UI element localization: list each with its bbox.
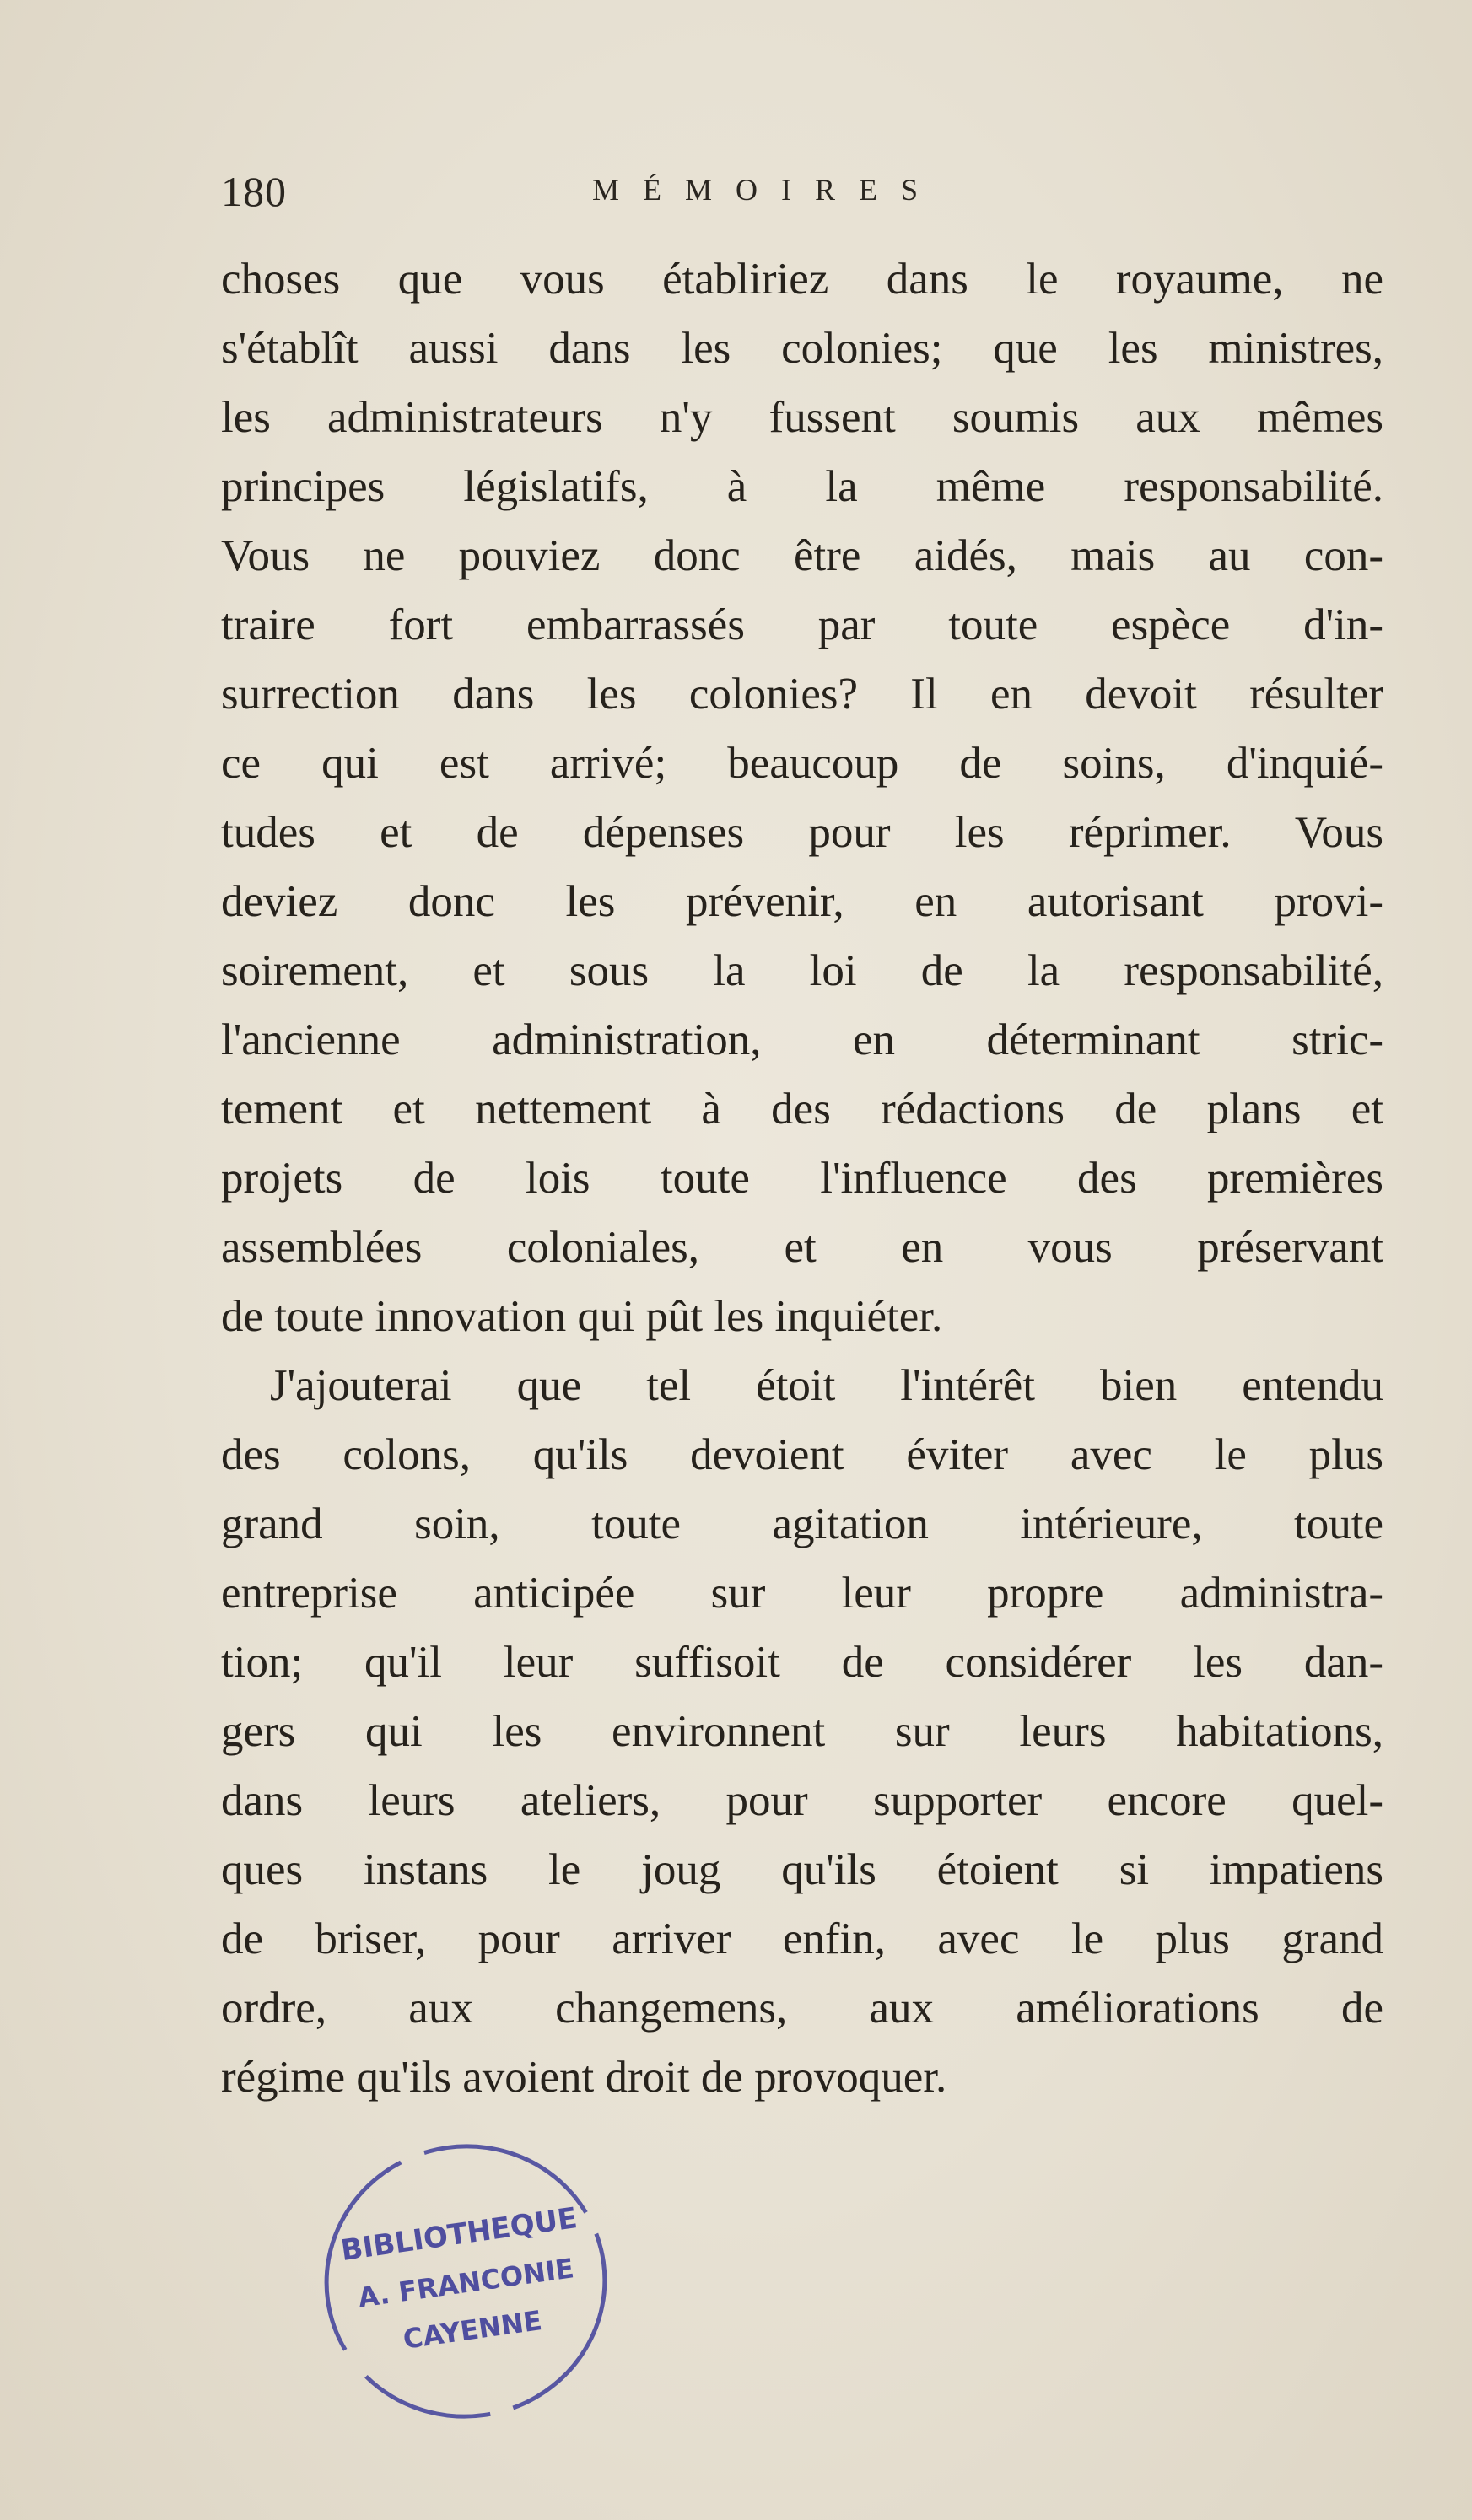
text-line: grand soin, toute agitation intérieure, toute (221, 1500, 1383, 1548)
text-line: assemblées coloniales, et en vous préservant (221, 1223, 1383, 1272)
page-number: 180 (221, 168, 287, 215)
text-line: deviez donc les prévenir, en autorisant provi- (221, 877, 1383, 926)
text-line: J'ajouterai que tel étoit l'intérêt bien entendu (270, 1361, 1383, 1410)
text-line: de toute innovation qui pût les inquiéter. (221, 1292, 943, 1341)
library-stamp (314, 2125, 617, 2437)
text-line: ques instans le joug qu'ils étoient si impatiens (221, 1845, 1383, 1894)
text-line: tudes et de dépenses pour les réprimer. Vous (221, 808, 1383, 857)
running-title: MÉMOIRES (592, 173, 942, 207)
text-line: régime qu'ils avoient droit de provoquer. (221, 2053, 947, 2102)
text-line: entreprise anticipée sur leur propre administra- (221, 1569, 1383, 1618)
text-line: Vous ne pouviez donc être aidés, mais au con- (221, 531, 1383, 580)
text-line: surrection dans les colonies? Il en devoit résulter (221, 670, 1383, 719)
running-head (221, 167, 1385, 226)
text-line: gers qui les environnent sur leurs habitations, (221, 1707, 1383, 1756)
stamp-line-3: CAYENNE (401, 2304, 544, 2356)
text-line: de briser, pour arriver enfin, avec le plus grand (221, 1914, 1383, 1963)
stamp-line-2: A. FRANCONIE (355, 2252, 576, 2314)
paragraph-2 (221, 1351, 1383, 2112)
text-line: principes législatifs, à la même responsabilité. (221, 462, 1383, 511)
text-line: tion; qu'il leur suffisoit de considérer les dan- (221, 1638, 1383, 1687)
text-line: l'ancienne administration, en déterminant stric- (221, 1015, 1383, 1064)
body-text (221, 245, 1383, 2112)
text-line: tement et nettement à des rédactions de plans et (221, 1085, 1383, 1133)
text-line: s'établît aussi dans les colonies; que les ministres, (221, 324, 1383, 373)
text-line: projets de lois toute l'influence des premières (221, 1154, 1383, 1203)
text-line: choses que vous établiriez dans le royaume, ne (221, 255, 1383, 304)
text-line: des colons, qu'ils devoient éviter avec le plus (221, 1430, 1383, 1479)
text-line: ordre, aux changemens, aux améliorations de (221, 1984, 1383, 2033)
text-line: ce qui est arrivé; beaucoup de soins, d'inquié- (221, 739, 1383, 788)
text-line: dans leurs ateliers, pour supporter encore quel- (221, 1776, 1383, 1825)
text-line: les administrateurs n'y fussent soumis aux mêmes (221, 393, 1383, 442)
text-line: traire fort embarrassés par toute espèce d'in- (221, 600, 1383, 649)
text-line: soirement, et sous la loi de la responsabilité, (221, 946, 1383, 995)
paragraph-1 (221, 245, 1383, 1351)
stamp-line-1: BIBLIOTHEQUE (338, 2201, 580, 2268)
